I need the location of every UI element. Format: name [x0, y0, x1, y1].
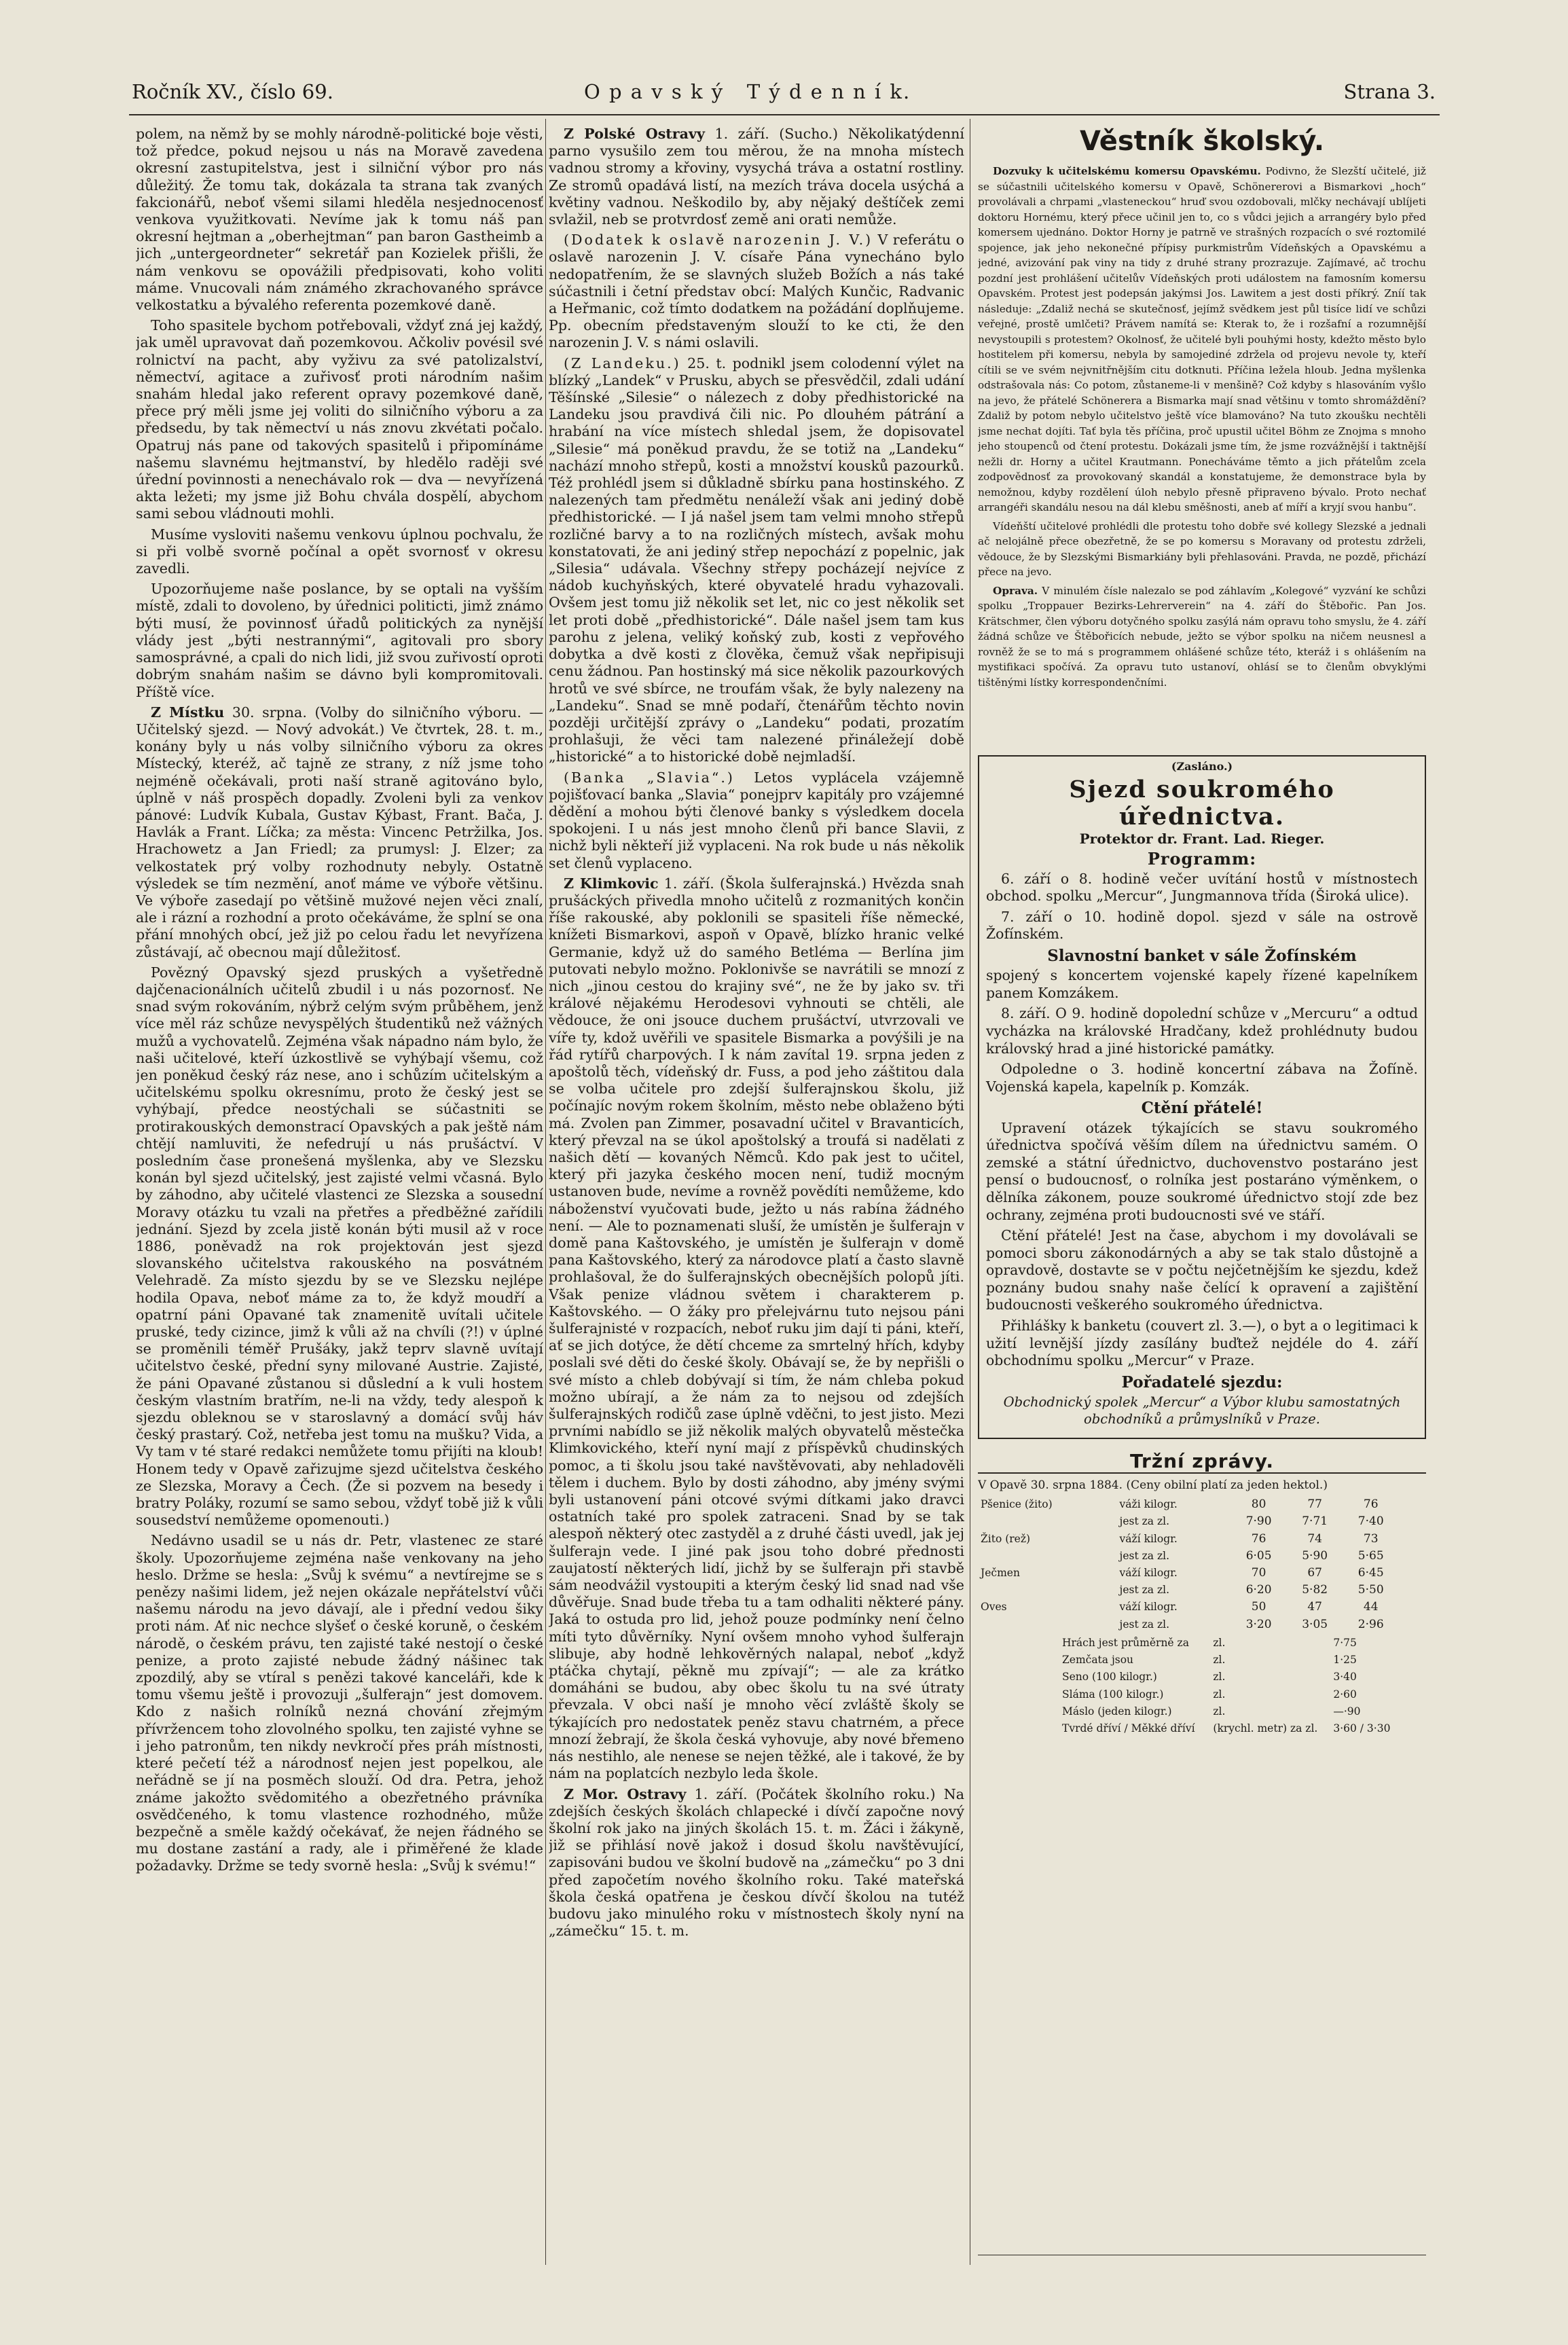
market-extra-row — [1059, 1652, 1399, 1669]
ad-paragraph: 6. září o 8. hodině večer uvítání hostů v místnostech obchod. spolku „Mercur“, Jungmannova třída (Široká ulice). — [986, 870, 1418, 905]
unit-label: zl. — [1213, 1688, 1226, 1701]
article-lead: (Dodatek k oslavě narozenin J. V.) — [564, 232, 873, 249]
article-body: V minulém čísle nalezalo se pod záhlavím „Kolegové“ vyzvání ke schůzi spolku „Troppauer Bezirks-Lehrerverein“ na 4. září do Štěbořic. Pan Jos. Krätschmer, člen výboru dotyčného spolku zasýlá nám opravu toho smyslu, že 4. září žádná schůze ve Štěbořicích nebude, ježto se výbor spolku na ničem neusnesl a rovněž že se to má s programmem ohlášené schůze této, kteráž i s ohlášením na mystifikaci spočívá. Za opravu tuto ustanoví, ohlásí se to členům obvyklými tištěnými lístky korrespondenčními. — [978, 584, 1426, 689]
unit-label: zl. — [1213, 1636, 1226, 1649]
col1-paragraph: Upozorňujeme naše poslance, by se optali na vyšším místě, zdali to dovoleno, by úřednici politicti, jimž známo býti musí, že povinnosť úřadů politických za nynější vlády jest „býti nestrannými“, agitovali pro sbory samosprávné, a cpali do nich lidi, již svou zuřivostí oproti dobrým snahám našim se dávno byli kompromitovali. Příště více. — [136, 581, 543, 700]
market-row — [978, 1531, 1399, 1548]
price-cell: 70 — [1251, 1566, 1266, 1580]
article-lead: Z Místku — [151, 704, 225, 721]
article-body: Letos vyplácela vzájemně pojišťovací banka „Slavia“ ponejprv kapitály pro vzájemné dědění a mohou býti členové banky s výsledkem docela spokojeni. I u nás jest mnoho členů při bance Slavii, z nichž byli někteří již vyplaceni. Na rok bude u nás několik set členů vyplaceno. — [549, 769, 964, 871]
col2-article — [549, 355, 964, 766]
article-body: 1. září. (Počátek školního roku.) Na zdejších českých školách chlapecké i dívčí započne nový školní rok jako na jiných školách 15. t. m. Žáci i žákyně, již se přihlásí nově jakož i dosud školu navštěvující, zapisováni budou ve školní budově na „zámečku“ po 3 dni před započetím nového školního roku. Také mateřská škola česká opatřena je českou dívčí školou na tutéž budovu jako minulého roku v místnostech školy nyní na „zámečku“ 15. t. m. — [549, 1785, 964, 1940]
article-body: Podivno, že Slezští učitelé, již se súčastnili učitelského komersu v Opavě, Schönererovi a Bismarkovi „hoch“ provolávali a chrpami „vlasteneckou“ hruď svou ozdobovali, mlčky nechávají ublíjeti doktoru Hornému, který přece učinil jen to, co s vůdci jejich a arrangéry bylo před komersem ujednáno. Doktor Horny je patrně ve strašných rozpacích o své roztomilé spojence, jak jeho nekonečné přípisy purkmistrům Vídeňských a Opavskému a jedné, avizování pak viny na tidy z druhé strany prozrazuje. Zajímavé, ač trochu pozdní jest prohlášení učitelův Vídeňských proti událostem na famosním komersu Opavském. Protest jest podepsán jakýmsi Jos. Lawitem a jest dosti příkrý. Zníí tak následuje: „Zdaliž nechá se skutečnosť, jejímž svědkem jest půl tisíce lidí ve schůzi veřejné, prostě umlčeti? Právem namítá se: Kterak to, že i rozšafní a rozumnější nevystoupili s protestem? Okolnosť, že učitelé byli pouhými hosty, kdežto město bylo hostitelem při komersu, nebyla by samojediné zdržela od projevu nevole ty, kteří cítili se ve svém nejvnitřnějším citu dotknuti. Příčina ležela hloub. Jedna myšlenka odstrašovala nás: Co potom, zůstaneme-li v menšině? Což kdyby s hlasováním vyšlo na jevo, že přátelé Schönerera a Bismarka mají snad většinu v tomto shromáždění? Zdaliž by potom nebylo učitelstvo ještě více blamováno? Na tuto zkoušku nechtěli jsme nechat dojíti. Tať byla těs příčina, proč upustil učitel Böhm ze Znojma s mnoho jeho stoupenců od čtení protestu. Dokázali jsme tím, že jsme rozvážnější i taktnější nežli dr. Horny a učitel Krautmann. Ponecháváme těmto a jich přátelům zcela zodpovědnosť za provokovaný skandál a konstatujeme, že demonstrace byla by nemožnou, kdyby rozdělení úloh nebylo přesně připraveno bývalo. Proto nechať arrangéři skandálu nesou na dál klebu směšnosti, aneb ať míří a kryjí svou hanbu“. — [978, 165, 1426, 513]
ad-protector: Protektor dr. Frant. Lad. Rieger. — [1079, 831, 1325, 848]
market-row — [978, 1616, 1399, 1633]
measure-label: váží kilogr. — [1119, 1567, 1178, 1580]
ad-paragraph: spojený s koncertem vojenské kapely řízené kapelníkem panem Komzákem. — [986, 967, 1418, 1001]
price-cell: 5·90 — [1302, 1548, 1328, 1563]
commodity-name: Zemčata jsou — [1062, 1654, 1134, 1667]
article-body: 25. t. podnikl jsem colodenní výlet na blízký „Landek“ v Prusku, abych se přesvědčil, zdali udání Těšínské „Silesie“ o nálezech z doby předhistorické na Landeku jsou pravdivá čili nic. Po dlouhém pátrání a hrabání na více místech shledal jsem, že dopisovatel „Silesie“ má poněkud pravdu, že se totiž na „Landeku“ nachází mnoho střepů, kosti a množství kousků pazourků. Též prohlédl jsem si důkladně sbírku pana hostinského. Z nalezených tam předmětu nenáleží však ani jediný době předhistorické. — I já našel jsem tam velmi mnoho střepů rozličné barvy a to na rozličných místech, avšak mohu konstatovati, že ani jediný střep nepochází z popelnic, jak „Silesia“ udávala. Všechny střepy pocházejí nejvíce z nádob kuchyňských, které obyvatelé hradu vyhazovali. Ovšem jest tomu již několik set let, nic co jest několik set let proti době „předhistorické“. Dále našel jsem tam kus parohu z jelena, veliký koňský zub, kosti z vepřového dobytka a dvě kosti z člověka, čemuž však nepřipisuji cenu žádnou. Pan hostinský má sice několik pazourkových hrotů ve své sbírce, ne troufám však, že byly nalezeny na „Landeku“. Snad se mně podaří, čtenářům těchto novin později určitější zprávy o „Landeku“ podati, prozatím prohlašuji, že věci tam nalezené přináležejí době „historické“ a to historické době nejmladší. — [549, 355, 964, 765]
commodity-name: Seno (100 kilogr.) — [1062, 1671, 1157, 1684]
market-row — [978, 1582, 1399, 1599]
price-cell: 6·05 — [1245, 1548, 1272, 1563]
market-rule — [978, 1472, 1426, 1474]
grain-name — [978, 1548, 1117, 1565]
grain-name: Oves — [981, 1601, 1007, 1614]
article-lead: Z Mor. Ostravy — [564, 1785, 687, 1802]
market-row — [978, 1548, 1399, 1565]
col2-article — [549, 769, 964, 872]
market-extra-row — [1059, 1720, 1399, 1737]
article-lead: Z Polské Ostravy — [564, 126, 705, 142]
price-cell: 5·50 — [1357, 1583, 1384, 1597]
price-cell: 7·71 — [1302, 1514, 1328, 1529]
price-cell: 67 — [1307, 1566, 1322, 1580]
col1-paragraph: Toho spasitele bychom potřebovali, vždyť zná jej každý, jak uměl upravovat daň pozemkovou. Ačkoliv povésil své rolnictví na pacht, aby vyživu za své patolizalství, němectví, agitace a zuřivosť proti národním našim snahám hledal jako referent opravy pozemkové daně, přece prý měli jsme jej voliti do silničního výboru a za předsedu, by tak němectví u nás znovu zkvétati počalo. Opatruj nás pane od takových spasitelů i připomínáme našemu slavnému hejtmanství, by hledělo raději své úřední povinnosti a nenechávalo rok — dva — nevyřízená akta ležeti; my jsme již Bohu chvála dospělí, abychom sami sebou vládnouti mohli. — [136, 317, 543, 522]
grain-name — [978, 1513, 1117, 1530]
masthead-title: O p a v s k ý T ý d e n n í k. — [584, 80, 911, 103]
ad-banquet-heading: Slavnostní banket v sále Žofínském — [1047, 946, 1357, 965]
price-cell: 7·90 — [1245, 1514, 1272, 1529]
price-cell: 3·60 / 3·30 — [1333, 1722, 1391, 1734]
commodity-name: Hrách jest průměrně za — [1062, 1636, 1189, 1649]
price-cell: 3·40 — [1333, 1671, 1357, 1684]
price-cell: 47 — [1307, 1600, 1322, 1614]
measure-label: jest za zl. — [1119, 1618, 1170, 1631]
page-number: Strana 3. — [1343, 80, 1436, 103]
ad-tag: (Zasláno.) — [1171, 760, 1233, 773]
price-cell: 2·96 — [1357, 1617, 1384, 1631]
grain-name: Žito (rež) — [981, 1532, 1031, 1545]
market-header: V Opavě 30. srpna 1884. (Ceny obilní platí za jeden hektol.) — [978, 1478, 1328, 1493]
ad-paragraph: Přihlášky k banketu (couvert zl. 3.—), o byt a o legitimaci k užití levnější jízdy zasílány buďtež nejdéle do 4. září obchodnímu spolku „Mercur“ v Praze. — [986, 1317, 1418, 1369]
price-cell: 76 — [1363, 1497, 1379, 1512]
market-extra-table — [1059, 1635, 1399, 1737]
ad-title: Sjezd soukromého úřednictva. — [1069, 776, 1335, 831]
article-lead: (Banka „Slavia“.) — [564, 769, 735, 786]
ad-paragraph: Ctění přátelé! Jest na čase, abychom i my dovolávali se pomoci sboru zákonodárných a aby se tak stalo důstojně a opravdově, dostavte se v počtu nejčetnějším ke sjezdu, kdež poznány budou snahy naše čelící k opravení a zajištění budoucnosti veškerého soukromého úřednictva. — [986, 1227, 1418, 1313]
school-news-item: Vídeňští učitelové prohlédli dle protestu toho dobře své kollegy Slezské a jednali ač nelojálně přece obezřetně, že se po komersu s Moravany od protestu zdrželi, vědouce, že by Slezskými Bismarkiány byli přehlasováni. Pravda, ne pozdě, přichází přece na jevo. — [978, 520, 1426, 578]
column-3 — [978, 126, 1426, 2265]
column-divider-1 — [545, 119, 546, 2265]
article-body: 1. září. (Škola šulferajnská.) Hvězda snah prušáckých přivedla mnoho učitelů z rozmanitých končin říše rakouské, aby poklonili se spasiteli říše německé, knížeti Bismarkovi, aspoň v Opavě, blízko hranic velké Germanie, když už do samého Betléma — Berlína jim putovati nebylo možno. Poklonivše se navrátili se mnozí z nich „jinou cestou do krajiny své“, ne že by jako sv. tři králové nějakému Herodesovi vyhnouti se chtěli, ale vědouce, že oni jsouce duchem prušáctví, utvrzovali ve víře ty, kdož uvěřili ve spasitele Bismarka a povýšili je na řád rytířů charpových. I k nám zavítal 19. srpna jeden z apoštolů těch, vídeňský dr. Fuss, a pod jeho záštitou dala se volba učitele pro zdejší šulferajnskou školu, již počínajíc novým rokem školním, město nebe oblaženo býti má. Zvolen pan Zimmer, posavadní učitel v Bravanticích, který převzal na se úkol apoštolský a troufá si nadělati z našich dětí — kovaných Němců. Kdo pak jest to učitel, který při jazyka českého mocen není, tudiž mocným ustanoven bude, nevíme a rovněž povědíti nemůžeme, kdo náboženství vyučovati bude, ježto u nás rabína žádného není. — Ale to poznamenati sluší, že umístěn je šulferajn v domě pana Kaštovského, je umístěn je šulferajn v domě pana Kaštovského, který za národovce platí a často slavně prohlašoval, že do šulferajnských obecnějších polopů jíti. Však penize vládnou světem i charakterem p. Kaštovského. — O žáky pro přelejvárnu tuto nejsou páni šulferajnisté v rozpacích, neboť ruku jim dají ti páni, kteří, ať se jich dotýce, že dětí chceme za smrtelný hřích, kdyby poslali své děti do české školy. Obávají se, že by nepřišli o své místo a chleb dobývají si tím, že nám chleba pokud možno ubírají, a že nám za to nejsou od zdejších šulferajnských rodičů zase úplně vděčni, to jest jisto. Mezi prvními nabídlo se již několik malých obyvatelů městečka Klimkovického, kteří nyní mají z příspěvků chudinských pomoc, a ti školu jsou také navštěvovati, aby nehladověli tělem i duchem. Bylo by dosti záhodno, aby jmény svými byli ustanovení páni otcové svými dítkami jako dravci ostatních také pro spolek zatraceni. Snad by se tak alespoň některý otec zastyděl a z druhé části uvedl, jak jej šulferajn vede. I jiné pak jsou toho dobré přednosti zaujatostí některých lidí, jichž by se šulferajn při stavbě sám neodvážil vystoupiti a kterým český lid snad nad vše důvěřuje. Snad bude třeba tu a tam odhaliti některé pány. Jaká to ostuda pro lid, jehož pouze podmínky není čelno míti tyto důvěrníky. Nyní ovšem mnoho vyhod šulferajn slibuje, aby hodně lehkověrných nalapal, neboť „když ptáčka chytají, pěkně mu zpívají“; — ale za krátko domáháni se budou, aby obec školu tu na své útraty převzala. V obci naší je mnoho věcí zvláště školy se týkajících pro nedostatek peněz stavu chatrném, a přece mnozí žebrají, že škola česká vyhovuje, aby nové břemeno nás nestihlo, ale nenese se nejen těžké, ale i takové, že by nám na poplatcích nezbylo leda škole. — [549, 875, 964, 1782]
ad-friends-heading: Ctění přátelé! — [1141, 1099, 1263, 1118]
school-news-item — [978, 164, 1426, 515]
measure-label: váží kilogr. — [1119, 1532, 1178, 1545]
article-body: V referátu o oslavě narozenin J. V. císaře Pána vynecháno bylo nedopatřením, že se slavných služeb Božích a nás také súčastnili i četní představ obcí: Malých Kunčic, Radvanic a Heřmanic, což tímto dodatkem na požádání doplňujeme. Pp. obecním představeným slouží to ke cti, že den narozenin J. V. s námi oslavili. — [549, 232, 964, 351]
market-extra-row — [1059, 1635, 1399, 1652]
column-2 — [549, 126, 964, 2258]
commodity-name: Sláma (100 kilogr.) — [1062, 1688, 1164, 1701]
article-lead: (Z Landeku.) — [564, 355, 681, 371]
price-cell: 6·45 — [1357, 1566, 1384, 1580]
measure-label: váži kilogr. — [1119, 1498, 1178, 1511]
commodity-name: Máslo (jeden kilogr.) — [1062, 1705, 1172, 1717]
column-1 — [136, 126, 543, 2258]
price-cell: 2·60 — [1333, 1688, 1357, 1701]
price-cell: 7·75 — [1333, 1636, 1357, 1649]
price-cell: 5·82 — [1302, 1583, 1328, 1597]
col1-paragraph: Povězný Opavský sjezd pruských a vyšetředně dajčenacionálních učitelů zbudil i u nás pozornosť. Ne snad svým rokováním, nýbrž celým svým průběhem, jenž více měl ráz schůze nevyspělých študentiků než vážných mužů a vychovatelů. Zejména však nápadno nám bylo, že naši učitelové, kteří úzkostlivě se vyhýbají všemu, což jen poněkud český ráz nese, ano i schůzím učitelským a učitelskému spolku okresnímu, proto že český jest se vyhýbají, předce neostýchali se súčastniti se protirakouských demonstrací Opavských a pak ještě nám chtějí namluviti, že nefedrují u nás prušáctví. V posledním čase pronešená myšlenka, aby ve Slezsku konán byl sjezd učitelský, jest zajisté velmi včasná. Bylo by záhodno, aby učitelé vlastenci ze Slezska a sousední Moravy otázku tu vzali na přetřes a předběžné zařídili jednání. Sjezd by zcela jistě konán býti musil až v roce 1886, poněvadž na rok projektován jest sjezd slovanského učitelstva rakouského na posvátném Velehradě. Za místo sjezdu by se ve Slezsku nejlépe hodila Opava, neboť máme za to, že když moudří a opatrní páni Opavané tak znamenitě uvítali učitele pruské, tedy cizince, jimž k vůli až na chvíli (?!) v úplné se proměnili téměř Prušáky, jakž teprv slavně uvítají učitelstvo české, přední syny milované Austrie. Zajisté, že páni Opavané zůstanou si důslední a k vuli hostem českým vlastním bratřím, ne-li na vždy, tedy alespoň k sjezdu obleknou se v staroslavný a domácí svůj háv český prastarý. Což, netřeba jest tomu na mušku? Vida, a Vy tam v té staré redakci nemůžete tomu přijíti na kloub! Honem tedy v Opavě zařizujme sjezd učitelstva českého ze Slezska, Moravy a Čech. (Že si pozvem na besedy i bratry Poláky, rozumí se samo sebou, vždyť tobě již k vůli sousedství nemůžeme opomenouti.) — [136, 964, 543, 1529]
unit-label: (krychl. metr) za zl. — [1213, 1722, 1318, 1734]
commodity-name: Tvrdé dříví / Měkké dříví — [1062, 1722, 1195, 1734]
grain-name — [978, 1616, 1117, 1633]
unit-label: zl. — [1213, 1671, 1226, 1684]
market-report — [978, 1450, 1426, 1737]
col2-article — [549, 126, 964, 228]
col2-article — [549, 1786, 964, 1940]
unit-label: zl. — [1213, 1705, 1226, 1717]
ad-paragraph: 8. září. O 9. hodině dopolední schůze v „Mercuru“ a odtud vycházka na královské Hradčany, kdež prohlédnuty budou královský hrad a jiné historické památky. — [986, 1005, 1418, 1057]
market-table — [978, 1496, 1399, 1633]
price-cell: 76 — [1251, 1531, 1266, 1546]
section-title: Věstník školský. — [1079, 126, 1325, 157]
school-news-item — [978, 583, 1426, 691]
article-lead: Dozvuky k učitelskému komersu Opavskému. — [993, 165, 1261, 177]
issue-number: Ročník XV., číslo 69. — [132, 80, 333, 103]
market-row — [978, 1513, 1399, 1530]
col1-article — [136, 704, 543, 961]
price-cell: 73 — [1363, 1531, 1379, 1546]
col1-paragraph: Nedávno usadil se u nás dr. Petr, vlastenec ze staré školy. Upozorňujeme zejména naše venkovany na jeho heslo. Držme se hesla: „Svůj k svému“ a nevtírejme se s penězy našimi lidem, jež nejen okázale nepřátelství vůči našemu národu na jevo dávají, ale i přední vedou šiky proti nám. Ať nic nechce slyšeť o české koruně, o českém národě, o českém právu, ten zajisté také nestojí o české penize, a proto zajisté nebude žádný nášinec tak zpozdilý, aby se vtíral s penězi takové kanceláři, kde k tomu všemu ještě i provozuji „šulferajn“ jest domovem. Kdo z našich rolníků nezná chování zřejmým přívržencem toho zlovolného spolku, ten zajisté vyhne se i jeho patronům, ten nikdy nevkročí přes práh místnosti, které pečetí též a národnosť nejen jest popelkou, ale neřádně se jí na posměch slouží. Od dra. Petra, jehož známe jakožto svědomitého a obezřetného právníka osvědčeného, k tomu vlastence rozhodného, může bezpečně a směle každý očekávať, že nejen řádného se mu dostane zastání a rady, ale i přiměřené že klade požadavky. Držme se tedy svorně hesla: „Svůj k svému!“ — [136, 1532, 543, 1874]
price-cell: 5·65 — [1357, 1548, 1384, 1563]
measure-label: jest za zl. — [1119, 1584, 1170, 1597]
congress-advertisement — [978, 755, 1426, 1439]
price-cell: 7·40 — [1357, 1514, 1384, 1529]
ad-programme-label: Programm: — [1147, 849, 1257, 869]
col1-paragraph: Musíme vysloviti našemu venkovu úplnou pochvalu, že si při volbě svorně počínal a opět svornosť v okresu zavedli. — [136, 526, 543, 577]
ad-paragraph: Odpoledne o 3. hodině koncertní zábava na Žofíně. Vojenská kapela, kapelník p. Komzák. — [986, 1061, 1418, 1095]
market-extra-row — [1059, 1686, 1399, 1703]
market-row — [978, 1565, 1399, 1582]
article-lead: Z Klimkovic — [564, 875, 659, 892]
header-rule — [129, 114, 1440, 115]
price-cell: 3·05 — [1302, 1617, 1328, 1631]
market-row — [978, 1496, 1399, 1513]
market-row — [978, 1599, 1399, 1616]
ad-paragraph: Upravení otázek týkajících se stavu soukromého úřednictva spočívá věším dílem na úřednictvu samém. O zemské a státní úřednictvo, duchovenstvo postaráno jest pensí o budoucnosť, o rolníka jest postaráno výměnkem, o dělníka zákonem, pouze soukromé úřednictvo stojí zde bez ochrany, zejména proti budoucnosti své ve stáří. — [986, 1119, 1418, 1223]
price-cell: 1·25 — [1333, 1654, 1357, 1667]
ad-organizers: Obchodnický spolek „Mercur“ a Výbor klubu samostatných obchodníků a průmyslníků v Praze. — [1003, 1394, 1401, 1428]
price-cell: 3·20 — [1245, 1617, 1272, 1631]
grain-name — [978, 1582, 1117, 1599]
measure-label: jest za zl. — [1119, 1549, 1170, 1562]
page-header — [129, 80, 1440, 114]
unit-label: zl. — [1213, 1654, 1226, 1667]
grain-name: Pšenice (žito) — [981, 1498, 1053, 1511]
col2-article — [549, 232, 964, 351]
ad-paragraph: 7. září o 10. hodině dopol. sjezd v sále na ostrově Žofínském. — [986, 908, 1418, 943]
grain-name: Ječmen — [981, 1567, 1020, 1580]
market-title: Tržní zprávy. — [1129, 1450, 1275, 1473]
school-news — [978, 164, 1426, 690]
article-body: 1. září. (Sucho.) Několikatýdenní parno vysušilo zem tou měrou, že na mnoha místech vadnou stromy a křoviny, vysychá tráva a ostatní rostliny. Ze stromů opadává listí, na mezích tráva docela usýchá a květiny vadnou. Neškodilo by, aby nějaký deštíček zemi svlažil, neb se protvrdosť země ani orati nemůže. — [549, 126, 964, 228]
ad-organizers-heading: Pořadatelé sjezdu: — [1121, 1373, 1283, 1392]
col2-article — [549, 875, 964, 1783]
price-cell: —·90 — [1333, 1705, 1361, 1717]
price-cell: 50 — [1251, 1600, 1266, 1614]
measure-label: jest za zl. — [1119, 1515, 1170, 1528]
price-cell: 44 — [1363, 1600, 1379, 1614]
market-extra-row — [1059, 1703, 1399, 1720]
col1-paragraph: polem, na němž by se mohly národně-politické boje věsti, tož předce, pokud nejsou u nás na Moravě zavedena okresní zastupitelstva, jest i silniční výbor pro nás důležitý. Že tomu tak, dokázala ta strana tak zvaných fakcionářů, neboť všemi silami hleděla nesjednocenosť venkova využitkovati. Nevíme jak k tomu náš pan okresní hejtman a „oberhejtman“ pan baron Gastheimb a jich „untergeordneter“ sekretář pan Kozielek přišli, že nám venkovu se opovážili předpisovati, koho voliti máme. Vnucovali nám známého zkrachovaného správce velkostatku a bývalého referenta pozemkové daně. — [136, 126, 543, 314]
article-body: 30. srpna. (Volby do silničního výboru. — Učitelský sjezd. — Nový advokát.) Ve čtvrtek, 28. t. m., konány byly u nás volby silničního výboru za okres Místecký, kteréž, ač tajně ze strany, z níž jsme toho nejméně očekávali, proti naší straně agitováno bylo, úplně v náš prospěch dopadly. Zvoleni byli za venkov pánové: Ludvík Kubala, Gustav Kýbast, Frant. Bača, J. Havlák a Frant. Líčka; za města: Vincenc Petržilka, Jos. Hrachowetz a Jan Friedl; za prumysl: J. Elzer; za velkostatek prý volby rozhodnuty nebyly. Ostatně výsledek se tím nezmění, anoť máme ve výboře většinu. Ve výboře zasedají po většině mužové nejen věci znalí, ale i rázní a rozhodní a proto očekáváme, že splní se ona přání mnohých obcí, jež již po celou řadu let nevyřízena zůstávají, ač obecnou mají důležitosť. — [136, 704, 543, 960]
price-cell: 74 — [1307, 1531, 1322, 1546]
price-cell: 6·20 — [1245, 1583, 1272, 1597]
measure-label: váží kilogr. — [1119, 1601, 1178, 1614]
price-cell: 77 — [1307, 1497, 1322, 1512]
market-extra-row — [1059, 1669, 1399, 1686]
article-lead: Oprava. — [993, 584, 1038, 597]
price-cell: 80 — [1251, 1497, 1266, 1512]
